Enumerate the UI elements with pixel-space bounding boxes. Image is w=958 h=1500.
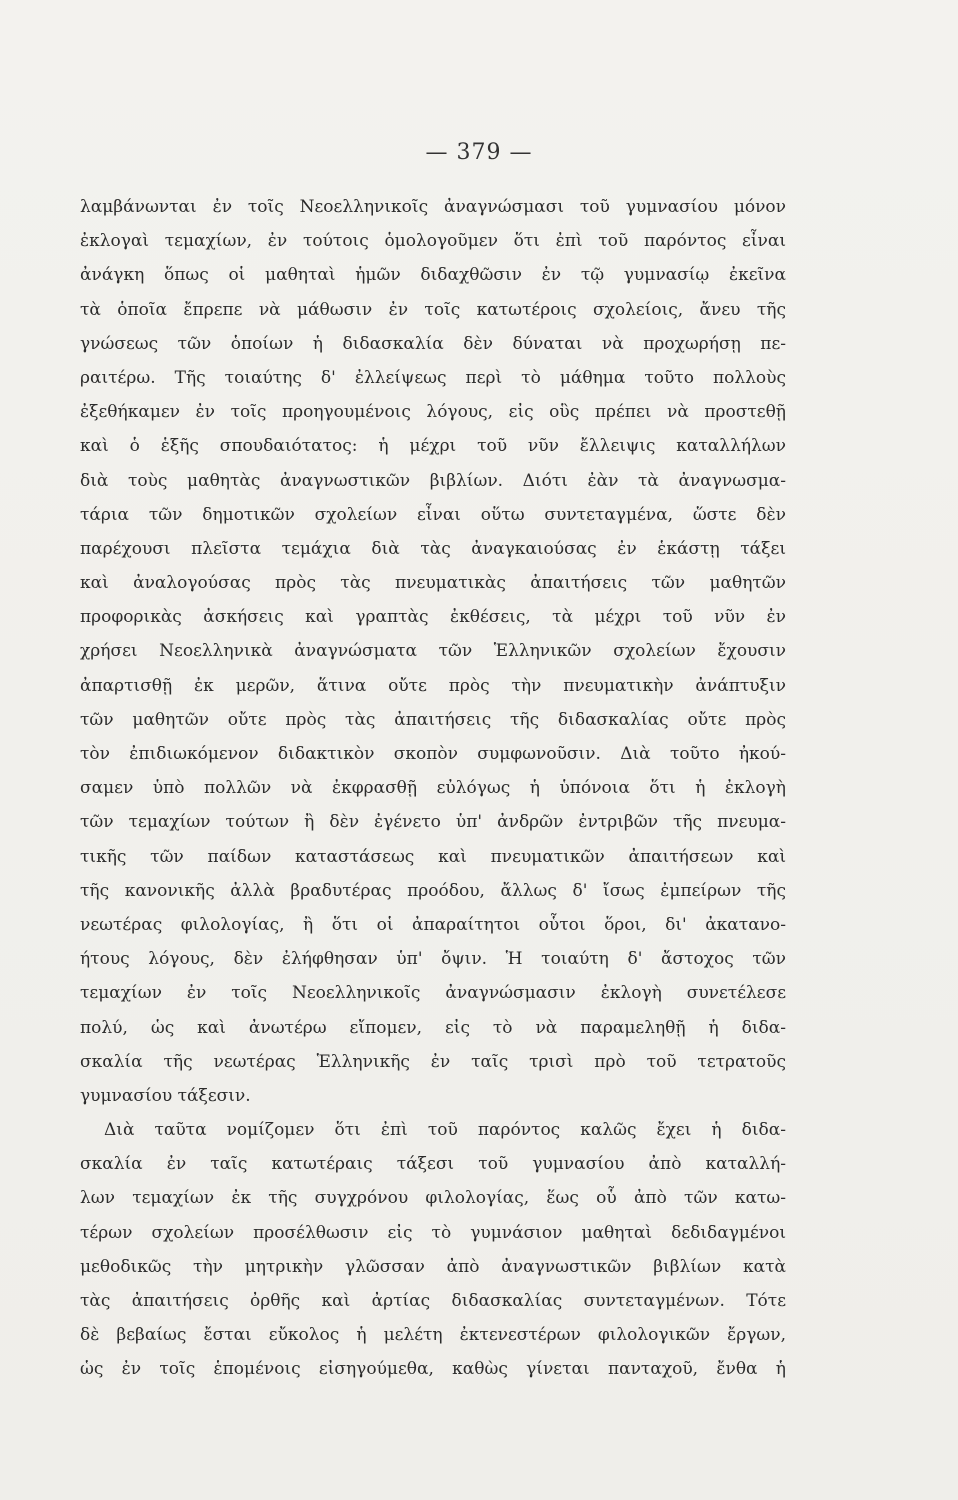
text-line: σαμεν ὑπὸ πολλῶν νὰ ἐκφρασθῇ εὐλόγως ἡ ὑπόνοια ὅτι ἡ ἐκλογὴ	[80, 778, 786, 799]
text-line: ραιτέρω. Τῆς τοιαύτης δ' ἐλλείψεως περὶ τὸ μάθημα τοῦτο πολλοὺς	[80, 367, 786, 388]
text-line: ὡς ἐν τοῖς ἑπομένοις εἰσηγούμεθα, καθὼς γίνεται πανταχοῦ, ἔνθα ἡ	[80, 1359, 786, 1380]
text-line: γνώσεως τῶν ὁποίων ἡ διδασκαλία δὲν δύναται νὰ προχωρήσῃ πε-	[80, 333, 786, 354]
text-line: ἐξεθήκαμεν ἐν τοῖς προηγουμένοις λόγους, εἰς οὓς πρέπει νὰ προστεθῇ	[80, 402, 786, 423]
text-line: πολύ, ὡς καὶ ἀνωτέρω εἴπομεν, εἰς τὸ νὰ παραμεληθῇ ἡ διδα-	[80, 1017, 786, 1038]
text-line: τεμαχίων ἐν τοῖς Νεοελληνικοῖς ἀναγνώσμασιν ἐκλογὴ συνετέλεσε	[80, 983, 786, 1004]
text-line: Διὰ ταῦτα νομίζομεν ὅτι ἐπὶ τοῦ παρόντος καλῶς ἔχει ἡ διδα-	[104, 1120, 786, 1141]
text-line: τῶν τεμαχίων τούτων ἢ δὲν ἐγένετο ὑπ' ἀνδρῶν ἐντριβῶν τῆς πνευμα-	[80, 812, 786, 833]
text-line: τῶν μαθητῶν οὔτε πρὸς τὰς ἀπαιτήσεις τῆς διδασκαλίας οὔτε πρὸς	[80, 709, 786, 730]
text-line: γυμνασίου τάξεσιν.	[80, 1085, 251, 1106]
text-line: ήτους λόγους, δὲν ἐλήφθησαν ὑπ' ὄψιν. Ἡ τοιαύτη δ' ἄστοχος τῶν	[80, 949, 786, 970]
paragraph-1	[80, 190, 786, 1113]
text-line: δὲ βεβαίως ἔσται εὔκολος ἡ μελέτη ἐκτενεστέρων φιλολογικῶν ἔργων,	[80, 1325, 786, 1346]
text-line: τέρων σχολείων προσέλθωσιν εἰς τὸ γυμνάσιον μαθηταὶ δεδιδαγμένοι	[80, 1222, 786, 1243]
text-line: ἐκλογαὶ τεμαχίων, ἐν τούτοις ὁμολογοῦμεν ὅτι ἐπὶ τοῦ παρόντος εἶναι	[80, 231, 786, 252]
text-line: τάρια τῶν δημοτικῶν σχολείων εἶναι οὕτω συντεταγμένα, ὥστε δὲν	[80, 504, 786, 525]
text-line: ἀνάγκη ὅπως οἱ μαθηταὶ ἡμῶν διδαχθῶσιν ἐν τῷ γυμνασίῳ ἐκεῖνα	[80, 265, 786, 286]
text-line: τὰς ἀπαιτήσεις ὀρθῆς καὶ ἀρτίας διδασκαλίας συντεταγμένων. Τότε	[80, 1291, 786, 1311]
paragraph-2	[80, 1113, 786, 1387]
text-line: προφορικὰς ἀσκήσεις καὶ γραπτὰς ἐκθέσεις, τὰ μέχρι τοῦ νῦν ἐν	[80, 607, 786, 628]
page-number: — 379 —	[425, 140, 533, 165]
text-line: τῆς κανονικῆς ἀλλὰ βραδυτέρας προόδου, ἄλλως δ' ἴσως ἐμπείρων τῆς	[80, 880, 786, 901]
text-line: τὸν ἐπιδιωκόμενον διδακτικὸν σκοπὸν συμφωνοῦσιν. Διὰ τοῦτο ἠκού-	[80, 744, 786, 764]
text-line: καὶ ἀναλογούσας πρὸς τὰς πνευματικὰς ἀπαιτήσεις τῶν μαθητῶν	[80, 573, 786, 594]
text-line: σκαλία ἐν ταῖς κατωτέραις τάξεσι τοῦ γυμνασίου ἀπὸ καταλλή-	[80, 1154, 786, 1175]
text-line: χρήσει Νεοελληνικὰ ἀναγνώσματα τῶν Ἑλληνικῶν σχολείων ἔχουσιν	[80, 641, 786, 662]
text-line: διὰ τοὺς μαθητὰς ἀναγνωστικῶν βιβλίων. Διότι ἐὰν τὰ ἀναγνωσμα-	[80, 470, 786, 491]
text-line: τικῆς τῶν παίδων καταστάσεως καὶ πνευματικῶν ἀπαιτήσεων καὶ	[80, 846, 786, 867]
text-line: νεωτέρας φιλολογίας, ἢ ὅτι οἱ ἀπαραίτητοι οὗτοι ὅροι, δι' ἀκατανο-	[80, 914, 786, 935]
text-line: μεθοδικῶς τὴν μητρικὴν γλῶσσαν ἀπὸ ἀναγνωστικῶν βιβλίων κατὰ	[80, 1256, 786, 1277]
text-line: λαμβάνωνται ἐν τοῖς Νεοελληνικοῖς ἀναγνώσμασι τοῦ γυμνασίου μόνον	[80, 197, 786, 217]
text-line: ἀπαρτισθῇ ἐκ μερῶν, ἅτινα οὔτε πρὸς τὴν πνευματικὴν ἀνάπτυξιν	[80, 675, 786, 696]
text-line: σκαλία τῆς νεωτέρας Ἑλληνικῆς ἐν ταῖς τρισὶ πρὸ τοῦ τετρατοῦς	[80, 1051, 786, 1072]
text-line: λων τεμαχίων ἐκ τῆς συγχρόνου φιλολογίας, ἕως οὗ ἀπὸ τῶν κατω-	[80, 1188, 786, 1209]
text-line: καὶ ὁ ἑξῆς σπουδαιότατος: ἡ μέχρι τοῦ νῦν ἔλλειψις καταλλήλων	[80, 436, 786, 457]
text-line: παρέχουσι πλεῖστα τεμάχια διὰ τὰς ἀναγκαιούσας ἐν ἑκάστῃ τάξει	[80, 538, 786, 559]
text-line: τὰ ὁποῖα ἔπρεπε νὰ μάθωσιν ἐν τοῖς κατωτέροις σχολείοις, ἄνευ τῆς	[80, 299, 786, 320]
body-text	[80, 190, 786, 1387]
